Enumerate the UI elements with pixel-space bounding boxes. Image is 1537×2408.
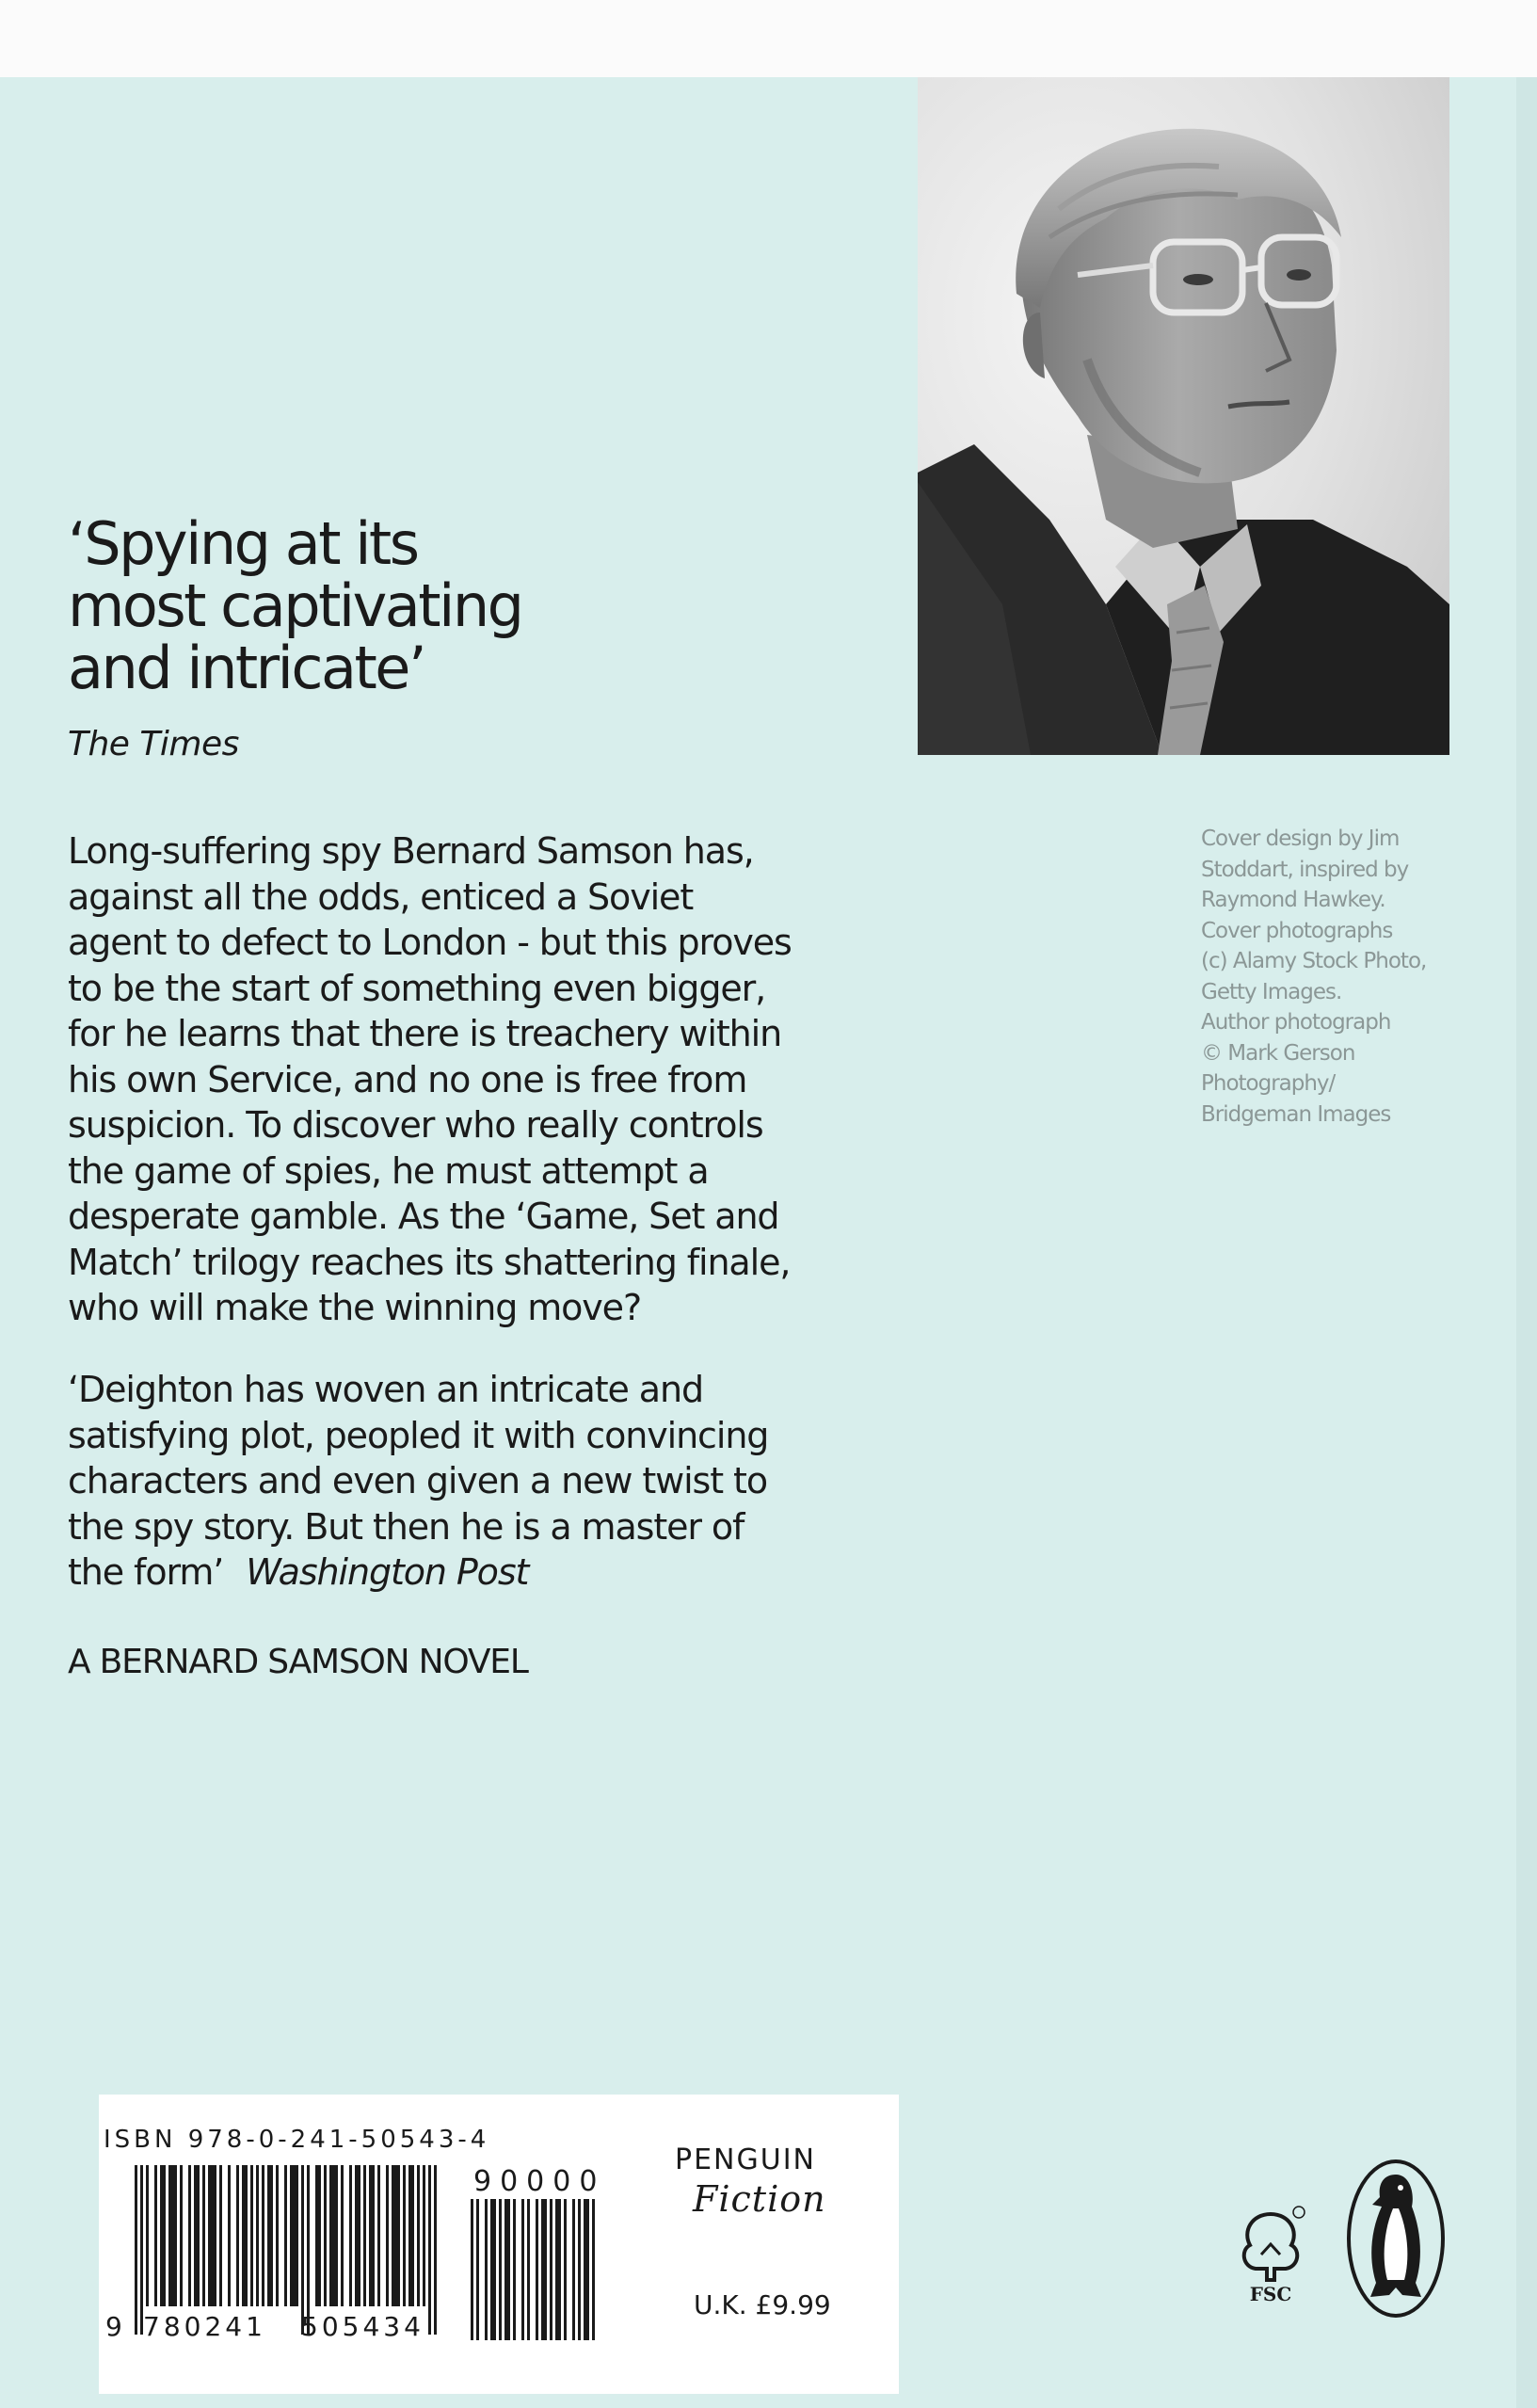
review-line: satisfying plot, peopled it with convincing	[68, 1414, 769, 1456]
barcode-bar	[250, 2165, 253, 2306]
blurb-line: the game of spies, he must attempt a	[68, 1149, 709, 1192]
barcode-bar	[355, 2165, 360, 2306]
headline-quote	[68, 509, 670, 702]
barcode-bar	[504, 2199, 510, 2340]
barcode-digit-first: 9	[105, 2311, 122, 2342]
barcode-bar	[154, 2165, 157, 2306]
barcode-digits-right: 505434	[301, 2311, 424, 2342]
headline-line: ‘Spying at its	[68, 509, 418, 578]
barcode-bar	[578, 2199, 581, 2340]
barcode-bar	[329, 2165, 338, 2306]
blurb-line: agent to defect to London - but this proves	[68, 922, 792, 963]
barcode-bar	[202, 2165, 205, 2306]
penguin-logo-icon	[1344, 2156, 1448, 2320]
barcode-bar	[236, 2165, 239, 2306]
barcode-bar	[256, 2165, 259, 2306]
isbn-number: ISBN 978-0-241-50543-4	[104, 2126, 490, 2154]
barcode-bar	[536, 2199, 538, 2340]
review-quote	[68, 1367, 877, 1596]
barcode-bar	[572, 2199, 575, 2340]
review-source: Washington Post	[246, 1551, 529, 1593]
barcode-bar	[584, 2199, 589, 2340]
barcode-bar	[363, 2165, 366, 2306]
review-line: characters and even given a new twist to	[68, 1460, 767, 1501]
credit-line: Photography/	[1201, 1071, 1336, 1096]
barcode-digits-left: 780241	[143, 2311, 266, 2342]
blurb-paragraph	[68, 828, 896, 1331]
barcode-bar	[324, 2165, 327, 2306]
barcode-bar	[485, 2199, 488, 2340]
barcode-bar	[301, 2165, 304, 2335]
blurb-line: desperate gamble. As the ‘Game, Set and	[68, 1196, 779, 1237]
price-label: U.K. £9.99	[694, 2289, 831, 2320]
barcode-bar	[417, 2165, 420, 2306]
barcode-bar	[392, 2165, 400, 2306]
fsc-label: FSC	[1249, 2283, 1292, 2305]
credit-line: Bridgeman Images	[1201, 1101, 1391, 1127]
barcode-bar	[592, 2199, 595, 2340]
barcode-bar	[499, 2199, 502, 2340]
barcode-bar	[541, 2199, 547, 2340]
blurb-line: who will make the winning move?	[68, 1287, 642, 1328]
credit-line: Getty Images.	[1201, 979, 1342, 1004]
barcode-bar	[219, 2165, 222, 2306]
barcode-bar	[208, 2165, 216, 2306]
barcode-bar	[564, 2199, 567, 2340]
credit-line: Stoddart, inspired by	[1201, 857, 1409, 882]
barcode-bar	[408, 2165, 414, 2306]
imprint-category: Fiction	[693, 2178, 826, 2220]
headline-line: and intricate’	[68, 634, 425, 702]
barcode-bar	[180, 2165, 183, 2306]
credit-line: Cover photographs	[1201, 918, 1393, 943]
barcode-bar	[307, 2165, 310, 2335]
barcode-bar	[262, 2165, 264, 2306]
barcode-bar	[428, 2165, 431, 2335]
price-code: 90000	[473, 2165, 606, 2198]
review-line: ‘Deighton has woven an intricate and	[68, 1369, 703, 1410]
barcode-bar	[194, 2165, 200, 2306]
barcode-addon-bars	[471, 2199, 621, 2340]
barcode-bar	[377, 2165, 380, 2306]
barcode-bar	[527, 2199, 530, 2340]
barcode-bar	[284, 2165, 287, 2306]
series-label: A BERNARD SAMSON NOVEL	[68, 1643, 528, 1681]
blurb-line: his own Service, and no one is free from	[68, 1058, 747, 1100]
barcode-bar	[513, 2199, 516, 2340]
barcode-bar	[490, 2199, 496, 2340]
barcode-bar	[476, 2199, 479, 2340]
barcode-bar	[267, 2165, 273, 2306]
blurb-line: to be the start of something even bigger,	[68, 967, 766, 1009]
barcode-bar	[434, 2165, 437, 2335]
barcode-bar	[146, 2165, 149, 2306]
barcode-bar	[168, 2165, 177, 2306]
blurb-line: suspicion. To discover who really controls	[68, 1104, 763, 1146]
blurb-line: Match’ trilogy reaches its shattering finale,	[68, 1241, 791, 1283]
barcode-bar	[228, 2165, 231, 2306]
barcode-bar	[471, 2199, 473, 2340]
barcode-bar	[242, 2165, 248, 2306]
credit-line: Raymond Hawkey.	[1201, 888, 1385, 912]
blurb-line: Long-suffering spy Bernard Samson has,	[68, 830, 754, 872]
barcode-bar	[135, 2165, 137, 2335]
credit-line: Author photograph	[1201, 1010, 1391, 1035]
barcode-bar	[550, 2199, 552, 2340]
credit-line: Cover design by Jim	[1201, 827, 1400, 851]
barcode-bar	[341, 2165, 344, 2306]
credit-line: © Mark Gerson	[1201, 1040, 1355, 1066]
barcode-bar	[315, 2165, 321, 2306]
headline-line: most captivating	[68, 571, 522, 640]
barcode-bar	[290, 2165, 298, 2306]
barcode-bar	[423, 2165, 425, 2306]
barcode-bar	[160, 2165, 166, 2306]
author-photo	[918, 77, 1449, 755]
headline-source: The Times	[68, 725, 239, 763]
barcode-bar	[403, 2165, 406, 2306]
review-last-line	[68, 1549, 877, 1596]
barcode-bar	[555, 2199, 561, 2340]
barcode-bar	[140, 2165, 143, 2335]
barcode-bar	[386, 2165, 389, 2306]
barcode-bar	[349, 2165, 352, 2306]
cover-edge	[1516, 77, 1537, 2408]
review-line: the form’	[68, 1551, 224, 1593]
barcode-bar	[188, 2165, 191, 2306]
fsc-tree-icon	[1233, 2203, 1308, 2306]
imprint-name: PENGUIN	[675, 2143, 816, 2176]
barcode-bar	[369, 2165, 375, 2306]
blurb-line: against all the odds, enticed a Soviet	[68, 875, 694, 918]
cover-credits	[1201, 824, 1483, 1130]
credit-line: (c) Alamy Stock Photo,	[1201, 949, 1427, 973]
barcode-bar	[276, 2165, 279, 2306]
blurb-line: for he learns that there is treachery within	[68, 1013, 782, 1054]
review-line: the spy story. But then he is a master of	[68, 1505, 744, 1548]
barcode-bar	[521, 2199, 524, 2340]
